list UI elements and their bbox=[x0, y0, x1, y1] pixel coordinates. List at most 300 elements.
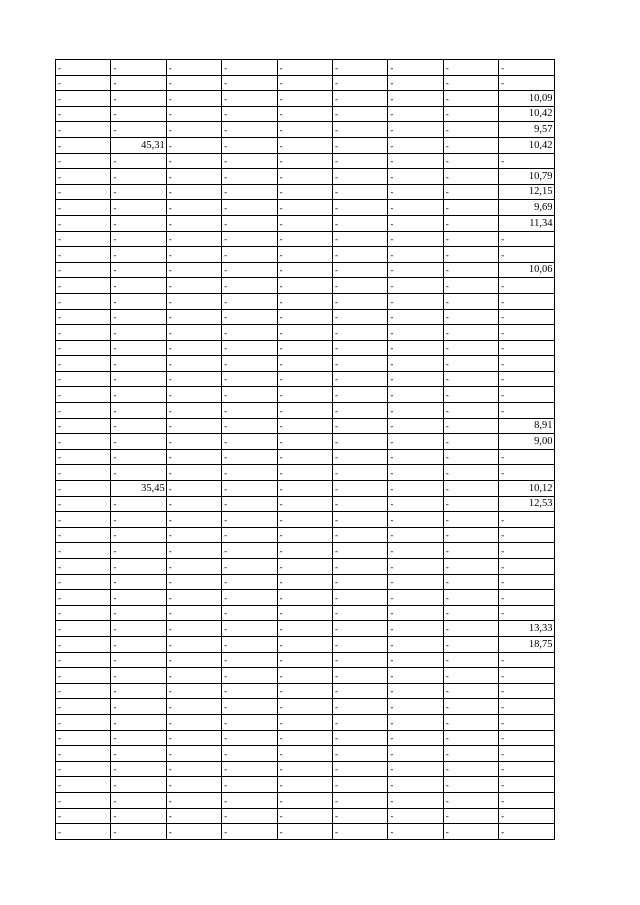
table-cell: - bbox=[56, 106, 111, 122]
table-cell: - bbox=[111, 761, 166, 777]
table-cell: - bbox=[277, 184, 332, 200]
table-cell: - bbox=[443, 215, 498, 231]
table-cell: - bbox=[499, 730, 554, 746]
table-cell: 13,33 bbox=[499, 621, 554, 637]
table-cell: 10,12 bbox=[499, 481, 554, 497]
table-cell: - bbox=[222, 683, 277, 699]
table-cell: - bbox=[166, 481, 221, 497]
table-cell: 35,45 bbox=[111, 481, 166, 497]
table-cell: - bbox=[56, 153, 111, 169]
table-cell: - bbox=[56, 60, 111, 76]
table-cell: - bbox=[56, 496, 111, 512]
table-cell: - bbox=[499, 777, 554, 793]
table-cell: - bbox=[388, 60, 443, 76]
table-cell: - bbox=[56, 668, 111, 684]
table-cell: - bbox=[166, 699, 221, 715]
table-cell: - bbox=[166, 449, 221, 465]
table-cell: - bbox=[111, 309, 166, 325]
table-cell: - bbox=[111, 184, 166, 200]
table-cell: - bbox=[388, 792, 443, 808]
table-cell: - bbox=[388, 403, 443, 419]
table-cell: - bbox=[222, 574, 277, 590]
table-cell: - bbox=[277, 761, 332, 777]
table-cell: - bbox=[388, 824, 443, 840]
table-cell: - bbox=[499, 605, 554, 621]
table-row bbox=[56, 574, 555, 590]
table-cell: - bbox=[222, 215, 277, 231]
table-cell: - bbox=[166, 574, 221, 590]
table-cell: - bbox=[388, 543, 443, 559]
table-cell: - bbox=[388, 200, 443, 216]
table-cell: 10,42 bbox=[499, 106, 554, 122]
table-cell: - bbox=[277, 309, 332, 325]
table-cell: - bbox=[277, 543, 332, 559]
table-row bbox=[56, 137, 555, 153]
table-cell: - bbox=[56, 465, 111, 481]
table-row bbox=[56, 792, 555, 808]
table-cell: - bbox=[222, 590, 277, 606]
table-cell: - bbox=[388, 761, 443, 777]
table-cell: - bbox=[499, 652, 554, 668]
table-cell: 18,75 bbox=[499, 636, 554, 652]
table-cell: - bbox=[222, 60, 277, 76]
table-cell: - bbox=[277, 465, 332, 481]
table-cell: - bbox=[222, 808, 277, 824]
table-cell: - bbox=[443, 683, 498, 699]
table-cell: - bbox=[443, 636, 498, 652]
table-row bbox=[56, 169, 555, 185]
table-cell: - bbox=[388, 621, 443, 637]
table-cell: - bbox=[277, 371, 332, 387]
table-cell: - bbox=[111, 792, 166, 808]
table-cell: - bbox=[388, 231, 443, 247]
table-cell: - bbox=[332, 449, 387, 465]
table-cell: - bbox=[277, 60, 332, 76]
table-cell: - bbox=[111, 636, 166, 652]
table-cell: - bbox=[443, 761, 498, 777]
table-cell: - bbox=[443, 543, 498, 559]
table-cell: - bbox=[166, 215, 221, 231]
table-cell: - bbox=[388, 668, 443, 684]
table-cell: - bbox=[56, 356, 111, 372]
table-cell: - bbox=[332, 590, 387, 606]
table-cell: 9,57 bbox=[499, 122, 554, 138]
table-cell: - bbox=[499, 449, 554, 465]
table-cell: - bbox=[222, 106, 277, 122]
table-cell: - bbox=[388, 496, 443, 512]
table-cell: - bbox=[332, 714, 387, 730]
table-cell: - bbox=[111, 262, 166, 278]
table-row bbox=[56, 434, 555, 450]
table-cell: - bbox=[388, 714, 443, 730]
table-cell: - bbox=[443, 91, 498, 107]
table-cell: - bbox=[332, 434, 387, 450]
table-cell: - bbox=[332, 325, 387, 341]
table-cell: - bbox=[56, 184, 111, 200]
table-cell: - bbox=[56, 605, 111, 621]
table-cell: - bbox=[277, 418, 332, 434]
table-cell: - bbox=[277, 153, 332, 169]
table-row bbox=[56, 824, 555, 840]
table-cell: - bbox=[443, 465, 498, 481]
table-row bbox=[56, 746, 555, 762]
table-cell: - bbox=[166, 231, 221, 247]
table-row bbox=[56, 91, 555, 107]
table-cell: - bbox=[388, 418, 443, 434]
table-cell: - bbox=[222, 278, 277, 294]
table-cell: - bbox=[166, 559, 221, 575]
table-cell: - bbox=[443, 792, 498, 808]
table-cell: - bbox=[443, 746, 498, 762]
table-cell: - bbox=[277, 636, 332, 652]
table-row bbox=[56, 247, 555, 263]
table-cell: - bbox=[56, 325, 111, 341]
table-cell: - bbox=[166, 403, 221, 419]
table-cell: - bbox=[277, 527, 332, 543]
table-cell: - bbox=[388, 512, 443, 528]
table-cell: - bbox=[332, 496, 387, 512]
table-cell: - bbox=[277, 215, 332, 231]
table-cell: - bbox=[443, 153, 498, 169]
table-cell: - bbox=[277, 574, 332, 590]
table-cell: - bbox=[111, 387, 166, 403]
table-cell: - bbox=[277, 512, 332, 528]
table-cell: - bbox=[443, 278, 498, 294]
table-cell: - bbox=[277, 434, 332, 450]
table-cell: - bbox=[166, 434, 221, 450]
table-cell: - bbox=[56, 122, 111, 138]
table-cell: - bbox=[166, 60, 221, 76]
table-cell: - bbox=[222, 636, 277, 652]
table-cell: - bbox=[277, 808, 332, 824]
table-cell: - bbox=[277, 200, 332, 216]
table-cell: - bbox=[277, 652, 332, 668]
table-cell: - bbox=[222, 293, 277, 309]
table-cell: - bbox=[332, 371, 387, 387]
table-cell: - bbox=[111, 278, 166, 294]
table-cell: - bbox=[222, 730, 277, 746]
table-cell: - bbox=[332, 543, 387, 559]
table-cell: - bbox=[443, 652, 498, 668]
table-cell: - bbox=[443, 714, 498, 730]
table-cell: - bbox=[56, 543, 111, 559]
table-cell: - bbox=[56, 340, 111, 356]
table-row bbox=[56, 449, 555, 465]
table-cell: - bbox=[56, 278, 111, 294]
table-cell: - bbox=[222, 371, 277, 387]
table-cell: - bbox=[277, 559, 332, 575]
table-cell: - bbox=[56, 91, 111, 107]
table-cell: - bbox=[222, 824, 277, 840]
table-cell: - bbox=[166, 356, 221, 372]
table-cell: - bbox=[332, 730, 387, 746]
table-cell: - bbox=[332, 683, 387, 699]
table-cell: - bbox=[499, 293, 554, 309]
table-cell: - bbox=[111, 699, 166, 715]
table-cell: - bbox=[277, 683, 332, 699]
table-cell: - bbox=[111, 808, 166, 824]
table-cell: - bbox=[277, 325, 332, 341]
table-cell: - bbox=[388, 137, 443, 153]
table-cell: - bbox=[443, 777, 498, 793]
table-cell: - bbox=[166, 777, 221, 793]
table-cell: - bbox=[443, 200, 498, 216]
table-cell: - bbox=[499, 325, 554, 341]
table-cell: - bbox=[166, 418, 221, 434]
table-cell: - bbox=[222, 746, 277, 762]
table-cell: - bbox=[332, 356, 387, 372]
table-cell: - bbox=[56, 777, 111, 793]
table-row bbox=[56, 543, 555, 559]
table-cell: - bbox=[332, 481, 387, 497]
table-cell: - bbox=[56, 761, 111, 777]
table-cell: - bbox=[166, 496, 221, 512]
table-cell: - bbox=[222, 231, 277, 247]
table-cell: - bbox=[166, 761, 221, 777]
table-cell: - bbox=[332, 278, 387, 294]
table-cell: - bbox=[111, 418, 166, 434]
table-cell: - bbox=[111, 590, 166, 606]
table-cell: - bbox=[277, 91, 332, 107]
table-cell: - bbox=[222, 527, 277, 543]
table-cell: - bbox=[499, 60, 554, 76]
table-cell: - bbox=[222, 652, 277, 668]
table-cell: - bbox=[166, 137, 221, 153]
table-cell: - bbox=[443, 481, 498, 497]
table-cell: - bbox=[56, 808, 111, 824]
table-cell: - bbox=[222, 403, 277, 419]
table-cell: - bbox=[332, 387, 387, 403]
table-cell: - bbox=[166, 792, 221, 808]
table-cell: - bbox=[499, 75, 554, 91]
table-cell: - bbox=[277, 231, 332, 247]
table-row bbox=[56, 590, 555, 606]
table-cell: - bbox=[277, 356, 332, 372]
table-cell: - bbox=[166, 247, 221, 263]
table-cell: - bbox=[56, 652, 111, 668]
table-cell: 9,00 bbox=[499, 434, 554, 450]
table-cell: - bbox=[277, 792, 332, 808]
table-cell: - bbox=[56, 262, 111, 278]
table-cell: - bbox=[443, 231, 498, 247]
table-cell: - bbox=[166, 387, 221, 403]
table-cell: - bbox=[332, 215, 387, 231]
table-row bbox=[56, 730, 555, 746]
table-cell: - bbox=[443, 699, 498, 715]
table-cell: 12,15 bbox=[499, 184, 554, 200]
table-cell: - bbox=[388, 325, 443, 341]
table-cell: - bbox=[111, 60, 166, 76]
table-cell: - bbox=[332, 792, 387, 808]
table-row bbox=[56, 60, 555, 76]
table-cell: - bbox=[222, 247, 277, 263]
table-cell: - bbox=[56, 527, 111, 543]
table-cell: - bbox=[332, 418, 387, 434]
table-row bbox=[56, 652, 555, 668]
table-cell: - bbox=[332, 200, 387, 216]
table-cell: 9,69 bbox=[499, 200, 554, 216]
table-cell: - bbox=[222, 169, 277, 185]
table-cell: - bbox=[222, 200, 277, 216]
table-cell: - bbox=[499, 543, 554, 559]
table-row bbox=[56, 325, 555, 341]
table-row bbox=[56, 559, 555, 575]
table-cell: - bbox=[56, 824, 111, 840]
table-cell: 12,53 bbox=[499, 496, 554, 512]
table-cell: - bbox=[111, 153, 166, 169]
table-cell: - bbox=[56, 559, 111, 575]
table-cell: - bbox=[277, 824, 332, 840]
table-cell: - bbox=[222, 418, 277, 434]
table-cell: - bbox=[443, 418, 498, 434]
table-cell: - bbox=[388, 449, 443, 465]
table-cell: - bbox=[443, 122, 498, 138]
table-row bbox=[56, 340, 555, 356]
table-cell: - bbox=[388, 574, 443, 590]
table-cell: - bbox=[443, 808, 498, 824]
table-cell: - bbox=[111, 215, 166, 231]
table-cell: - bbox=[56, 714, 111, 730]
table-row bbox=[56, 200, 555, 216]
table-cell: - bbox=[111, 200, 166, 216]
table-cell: - bbox=[277, 621, 332, 637]
table-cell: - bbox=[56, 247, 111, 263]
table-cell: - bbox=[56, 169, 111, 185]
table-cell: - bbox=[332, 652, 387, 668]
table-cell: - bbox=[277, 106, 332, 122]
table-cell: - bbox=[222, 91, 277, 107]
table-cell: - bbox=[111, 605, 166, 621]
table-cell: - bbox=[166, 808, 221, 824]
table-cell: - bbox=[443, 730, 498, 746]
table-cell: - bbox=[111, 449, 166, 465]
table-cell: - bbox=[443, 387, 498, 403]
table-cell: - bbox=[277, 730, 332, 746]
table-row bbox=[56, 714, 555, 730]
table-cell: - bbox=[166, 590, 221, 606]
table-cell: - bbox=[166, 340, 221, 356]
table-cell: - bbox=[111, 496, 166, 512]
table-row bbox=[56, 293, 555, 309]
table-cell: - bbox=[222, 325, 277, 341]
table-cell: - bbox=[166, 293, 221, 309]
table-cell: - bbox=[166, 527, 221, 543]
table-row bbox=[56, 496, 555, 512]
table-cell: - bbox=[499, 465, 554, 481]
table-cell: - bbox=[277, 278, 332, 294]
table-cell: - bbox=[56, 231, 111, 247]
table-cell: - bbox=[499, 668, 554, 684]
table-cell: 10,09 bbox=[499, 91, 554, 107]
table-cell: - bbox=[443, 75, 498, 91]
table-cell: - bbox=[443, 340, 498, 356]
table-cell: - bbox=[443, 262, 498, 278]
table-cell: - bbox=[277, 699, 332, 715]
table-cell: - bbox=[332, 527, 387, 543]
table-row bbox=[56, 808, 555, 824]
table-cell: - bbox=[222, 496, 277, 512]
table-cell: - bbox=[166, 621, 221, 637]
table-cell: - bbox=[443, 621, 498, 637]
table-cell: - bbox=[388, 340, 443, 356]
table-cell: - bbox=[499, 231, 554, 247]
data-table bbox=[55, 59, 555, 840]
table-cell: 10,06 bbox=[499, 262, 554, 278]
table-cell: - bbox=[388, 309, 443, 325]
data-table-body bbox=[56, 60, 555, 840]
table-cell: - bbox=[166, 325, 221, 341]
table-cell: - bbox=[388, 652, 443, 668]
table-cell: - bbox=[111, 106, 166, 122]
table-cell: - bbox=[222, 559, 277, 575]
table-cell: - bbox=[222, 137, 277, 153]
table-cell: - bbox=[111, 527, 166, 543]
table-row bbox=[56, 153, 555, 169]
table-cell: - bbox=[111, 325, 166, 341]
table-cell: - bbox=[56, 215, 111, 231]
table-cell: - bbox=[332, 60, 387, 76]
table-cell: - bbox=[222, 465, 277, 481]
table-cell: - bbox=[166, 730, 221, 746]
table-cell: - bbox=[499, 153, 554, 169]
table-cell: - bbox=[443, 559, 498, 575]
table-cell: - bbox=[111, 169, 166, 185]
table-cell: - bbox=[499, 824, 554, 840]
table-cell: - bbox=[443, 309, 498, 325]
table-cell: - bbox=[332, 746, 387, 762]
table-cell: - bbox=[56, 746, 111, 762]
table-cell: - bbox=[56, 309, 111, 325]
table-cell: - bbox=[332, 559, 387, 575]
table-cell: - bbox=[388, 262, 443, 278]
table-cell: - bbox=[56, 293, 111, 309]
table-cell: - bbox=[222, 262, 277, 278]
table-cell: - bbox=[56, 75, 111, 91]
table-cell: - bbox=[277, 668, 332, 684]
table-cell: - bbox=[56, 434, 111, 450]
table-cell: - bbox=[388, 356, 443, 372]
table-row bbox=[56, 418, 555, 434]
table-cell: - bbox=[388, 730, 443, 746]
table-cell: - bbox=[166, 169, 221, 185]
table-cell: - bbox=[388, 215, 443, 231]
table-cell: - bbox=[56, 512, 111, 528]
table-row bbox=[56, 387, 555, 403]
table-cell: - bbox=[166, 465, 221, 481]
table-cell: - bbox=[111, 683, 166, 699]
table-cell: - bbox=[499, 512, 554, 528]
table-cell: - bbox=[499, 699, 554, 715]
table-cell: - bbox=[222, 75, 277, 91]
table-cell: - bbox=[111, 434, 166, 450]
table-cell: - bbox=[111, 559, 166, 575]
table-row bbox=[56, 215, 555, 231]
table-row bbox=[56, 699, 555, 715]
table-row bbox=[56, 231, 555, 247]
table-cell: - bbox=[277, 403, 332, 419]
table-cell: - bbox=[443, 590, 498, 606]
table-cell: - bbox=[332, 184, 387, 200]
table-cell: - bbox=[111, 371, 166, 387]
table-cell: - bbox=[277, 496, 332, 512]
table-cell: - bbox=[111, 668, 166, 684]
table-cell: - bbox=[332, 808, 387, 824]
table-cell: - bbox=[277, 777, 332, 793]
table-cell: - bbox=[277, 169, 332, 185]
table-cell: 11,34 bbox=[499, 215, 554, 231]
table-cell: - bbox=[332, 621, 387, 637]
table-cell: - bbox=[388, 605, 443, 621]
